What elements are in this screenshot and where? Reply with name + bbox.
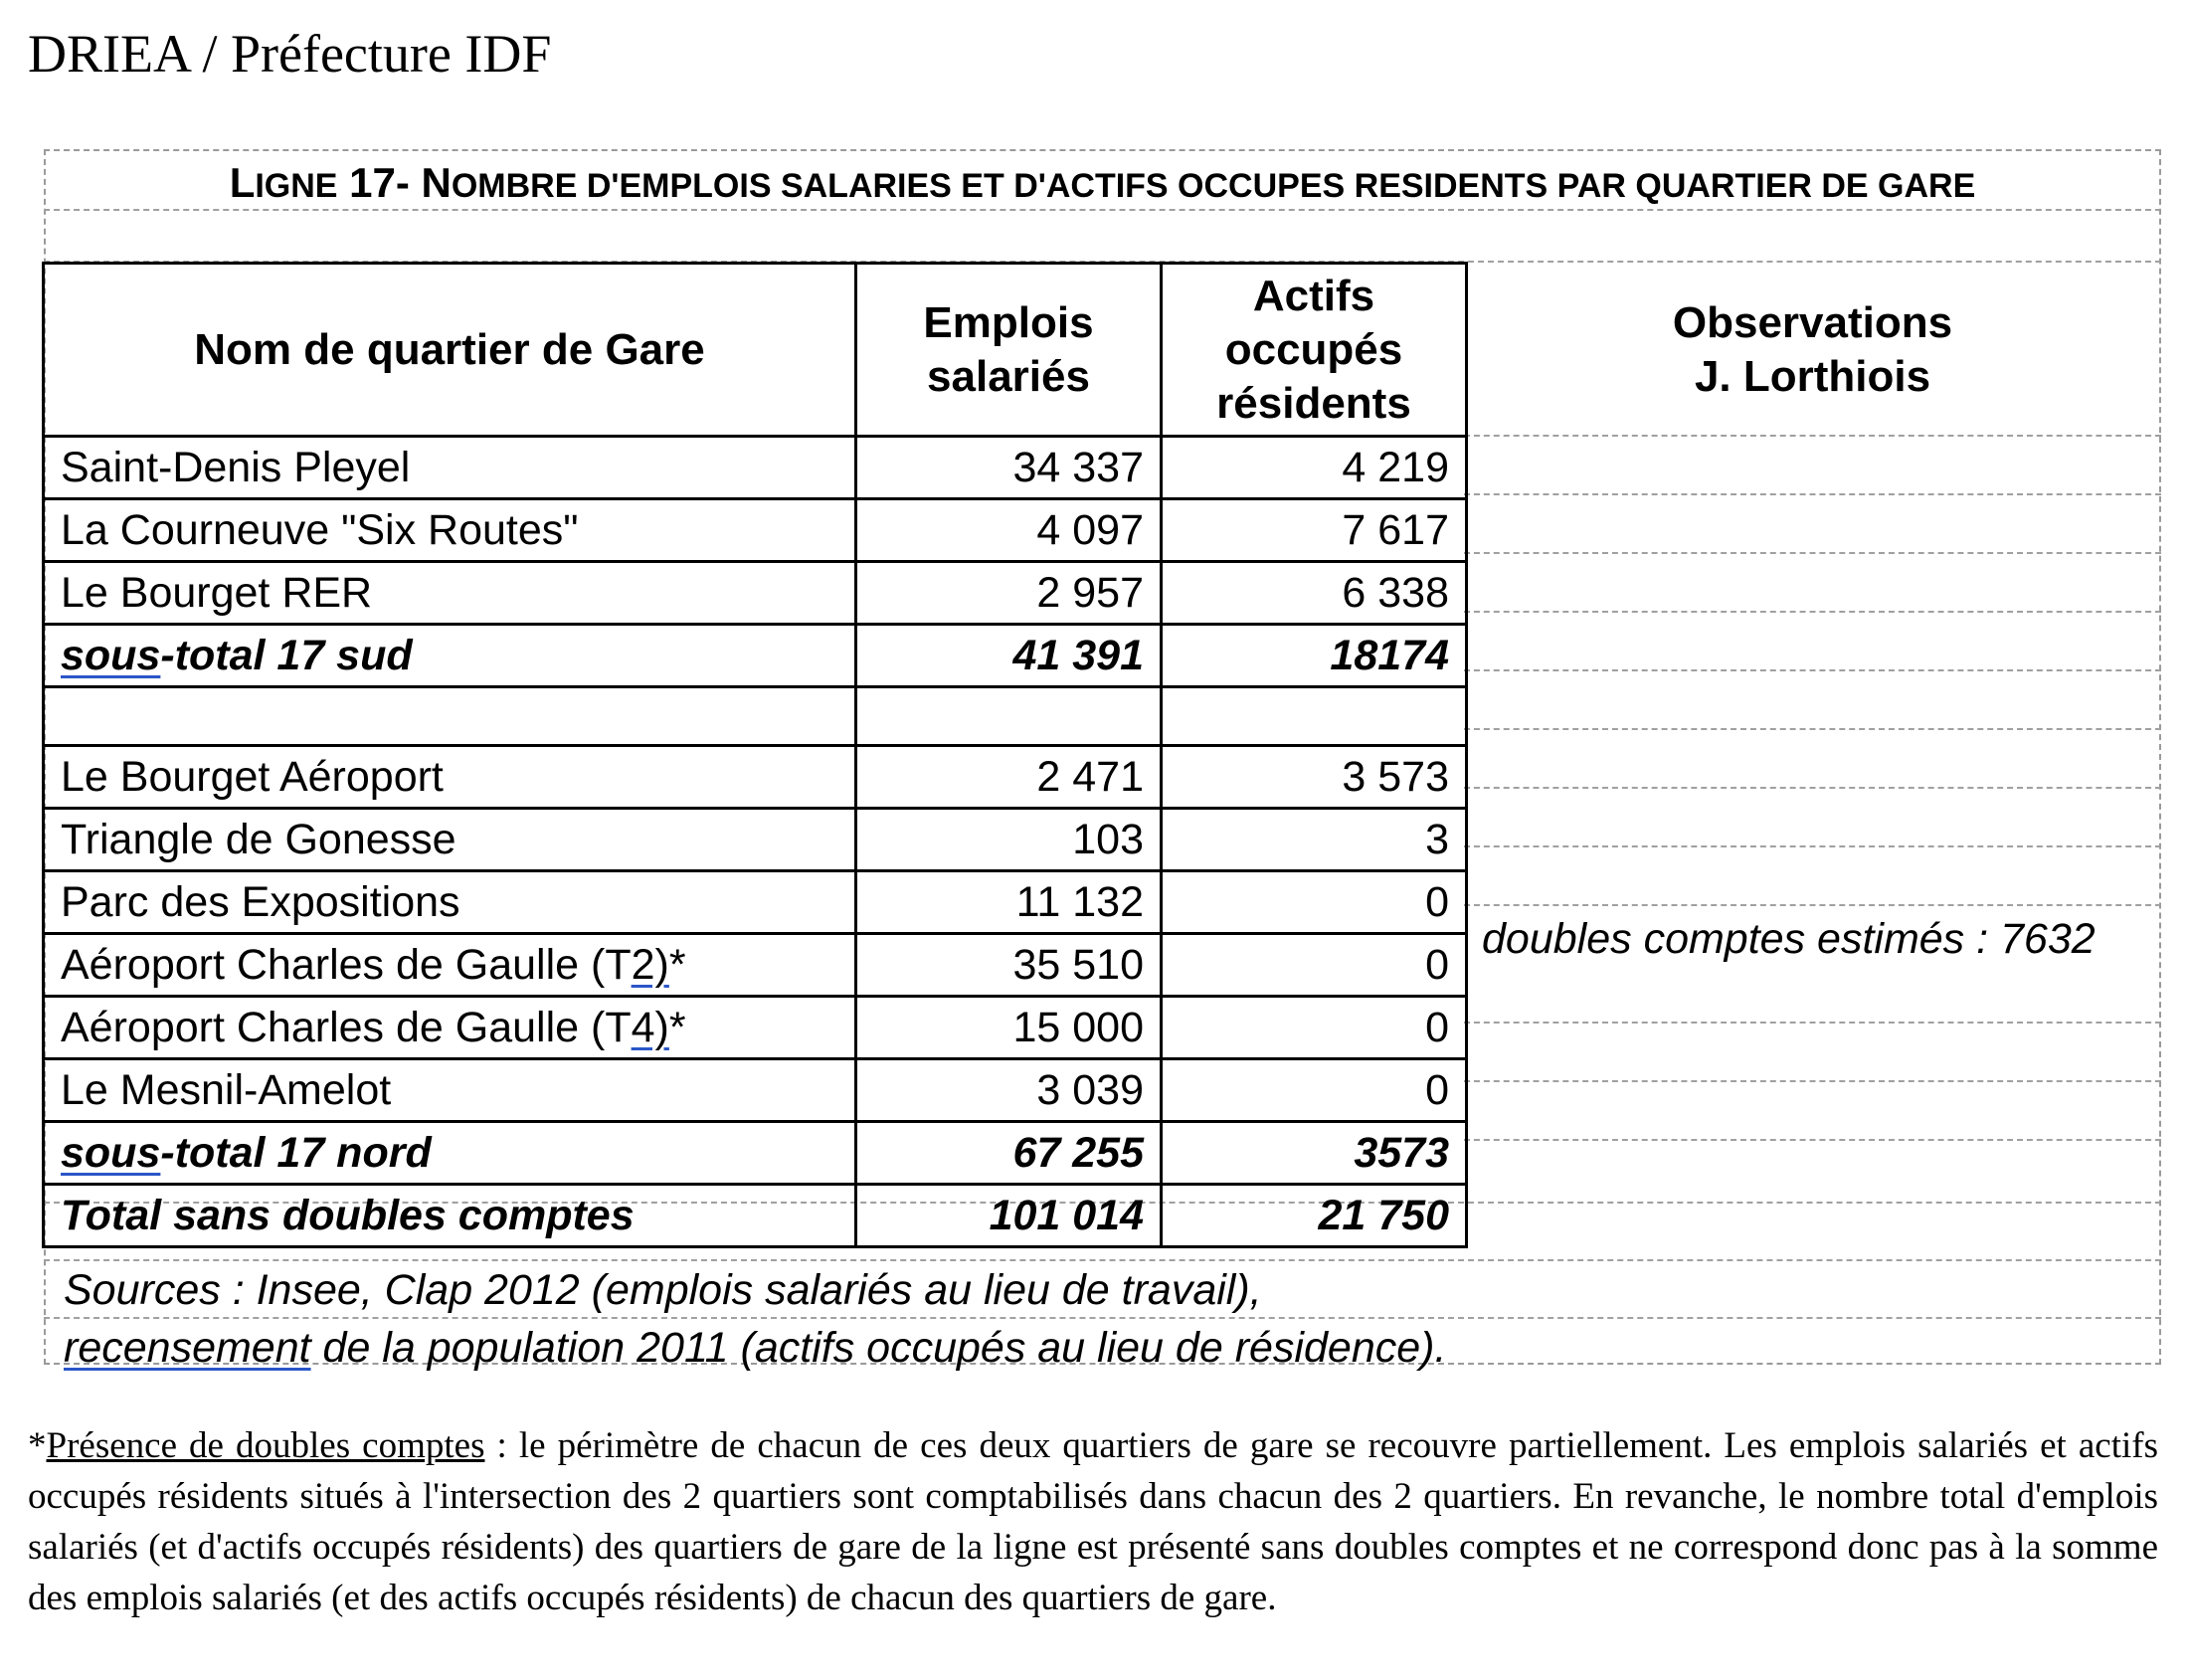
subtotal-row-nord xyxy=(44,1122,1467,1185)
actifs-value: 3 573 xyxy=(1162,746,1467,809)
station-name: Parc des Expositions xyxy=(44,871,856,934)
column-header-actifs: Actifs occupés résidents xyxy=(1162,264,1467,437)
station-name: Saint-Denis Pleyel xyxy=(44,437,856,499)
station-name: Aéroport Charles de Gaulle (T2)* xyxy=(44,934,856,997)
actifs-value: 3 xyxy=(1162,809,1467,871)
grid-line xyxy=(44,209,2161,211)
sources-line-1: Sources : Insee, Clap 2012 (emplois salariés au lieu de travail), xyxy=(64,1266,1262,1314)
obs-grid-line xyxy=(1464,1139,2161,1141)
station-name: Le Bourget RER xyxy=(44,562,856,625)
empty-cell xyxy=(1162,687,1467,746)
caption-part1: L xyxy=(229,159,256,206)
station-name: Triangle de Gonesse xyxy=(44,809,856,871)
emplois-value: 4 097 xyxy=(856,499,1162,562)
actifs-value: 0 xyxy=(1162,871,1467,934)
obs-grid-line xyxy=(1464,728,2161,730)
actifs-value: 0 xyxy=(1162,934,1467,997)
station-name: Le Bourget Aéroport xyxy=(44,746,856,809)
emplois-value: 41 391 xyxy=(856,625,1162,687)
station-name: Le Mesnil-Amelot xyxy=(44,1059,856,1122)
actifs-value: 0 xyxy=(1162,1059,1467,1122)
caption-part3: OMBRE D'EMPLOIS SALARIES ET D'ACTIFS OCCUPES RESIDENTS PAR QUARTIER DE GARE xyxy=(451,167,1976,205)
emplois-value: 15 000 xyxy=(856,997,1162,1059)
emplois-value: 103 xyxy=(856,809,1162,871)
actifs-value: 21 750 xyxy=(1162,1185,1467,1247)
table-row xyxy=(44,1059,1467,1122)
actifs-value: 7 617 xyxy=(1162,499,1467,562)
emplois-value: 67 255 xyxy=(856,1122,1162,1185)
emplois-value: 34 337 xyxy=(856,437,1162,499)
emplois-value: 3 039 xyxy=(856,1059,1162,1122)
observation-note: doubles comptes estimés : 7632 xyxy=(1482,915,2096,963)
obs-grid-line xyxy=(1464,552,2161,554)
emplois-value: 2 471 xyxy=(856,746,1162,809)
empty-cell xyxy=(44,687,856,746)
emplois-value: 101 014 xyxy=(856,1185,1162,1247)
actifs-value: 18174 xyxy=(1162,625,1467,687)
caption-part1-small: IGNE xyxy=(255,167,338,205)
obs-grid-line xyxy=(1464,435,2161,437)
empty-row xyxy=(44,687,1467,746)
total-label: Total sans doubles comptes xyxy=(44,1185,856,1247)
obs-grid-line xyxy=(1464,611,2161,613)
obs-grid-line xyxy=(1464,669,2161,671)
obs-grid-line xyxy=(1464,845,2161,847)
caption-part2: 17- N xyxy=(337,159,452,206)
page-header-title: DRIEA / Préfecture IDF xyxy=(28,24,552,84)
obs-grid-line xyxy=(1464,787,2161,789)
table-row xyxy=(44,997,1467,1059)
table-header-row xyxy=(44,264,1467,437)
obs-grid-line xyxy=(1464,904,2161,906)
footnote-body: : le périmètre de chacun de ces deux quartiers de gare se recouvre partiellement. Les emplois salariés et actifs occupés résidents situés à l'intersection des 2 quartiers sont comptabilisés dans chacun des 2 quartiers. En revanche, le nombre total d'emplois salariés (et d'actifs occupés résidents) des quartiers de gare de la ligne est présenté sans doubles comptes et ne correspond donc pas à la somme des emplois salariés (et des actifs occupés résidents) de chacun des quartiers de gare. xyxy=(28,1425,2158,1618)
actifs-value: 3573 xyxy=(1162,1122,1467,1185)
observations-header: Observations J. Lorthiois xyxy=(1672,298,1953,401)
total-row xyxy=(44,1185,1467,1247)
table-caption xyxy=(44,151,2161,209)
subtotal-row-sud xyxy=(44,625,1467,687)
emplois-value: 11 132 xyxy=(856,871,1162,934)
emplois-value: 35 510 xyxy=(856,934,1162,997)
actifs-value: 4 219 xyxy=(1162,437,1467,499)
footnote-paragraph: *Présence de doubles comptes : le périmètre de chacun de ces deux quartiers de gare se recouvre partiellement. Les emplois salariés et actifs occupés résidents situés à l'intersection des 2 quartiers sont comptabilisés dans chacun des 2 quartiers. En revanche, le nombre total d'emplois salariés (et d'actifs occupés résidents) des quartiers de gare de la ligne est présenté sans doubles comptes et ne correspond donc pas à la somme des emplois salariés (et des actifs occupés résidents) de chacun des quartiers de gare. xyxy=(28,1425,2158,1618)
obs-grid-line xyxy=(1464,1022,2161,1024)
column-header-emplois: Emplois salariés xyxy=(856,264,1162,437)
stations-table xyxy=(42,262,1468,1248)
table-row xyxy=(44,746,1467,809)
actifs-value: 0 xyxy=(1162,997,1467,1059)
station-name: La Courneuve "Six Routes" xyxy=(44,499,856,562)
table-row xyxy=(44,871,1467,934)
subtotal-label: sous-total 17 nord xyxy=(44,1122,856,1185)
sources-line-2: recensement de la population 2011 (actifs occupés au lieu de résidence). xyxy=(64,1324,1447,1372)
table-row xyxy=(44,934,1467,997)
table-row xyxy=(44,437,1467,499)
table-row xyxy=(44,562,1467,625)
subtotal-label: sous-total 17 sud xyxy=(44,625,856,687)
obs-grid-line xyxy=(1464,493,2161,495)
column-header-name: Nom de quartier de Gare xyxy=(44,264,856,437)
table-row xyxy=(44,499,1467,562)
station-name: Aéroport Charles de Gaulle (T4)* xyxy=(44,997,856,1059)
emplois-value: 2 957 xyxy=(856,562,1162,625)
actifs-value: 6 338 xyxy=(1162,562,1467,625)
footnote-lead: Présence de doubles comptes xyxy=(46,1425,485,1466)
obs-grid-line xyxy=(1464,1080,2161,1082)
empty-cell xyxy=(856,687,1162,746)
table-row xyxy=(44,809,1467,871)
sources-note xyxy=(64,1261,2152,1377)
